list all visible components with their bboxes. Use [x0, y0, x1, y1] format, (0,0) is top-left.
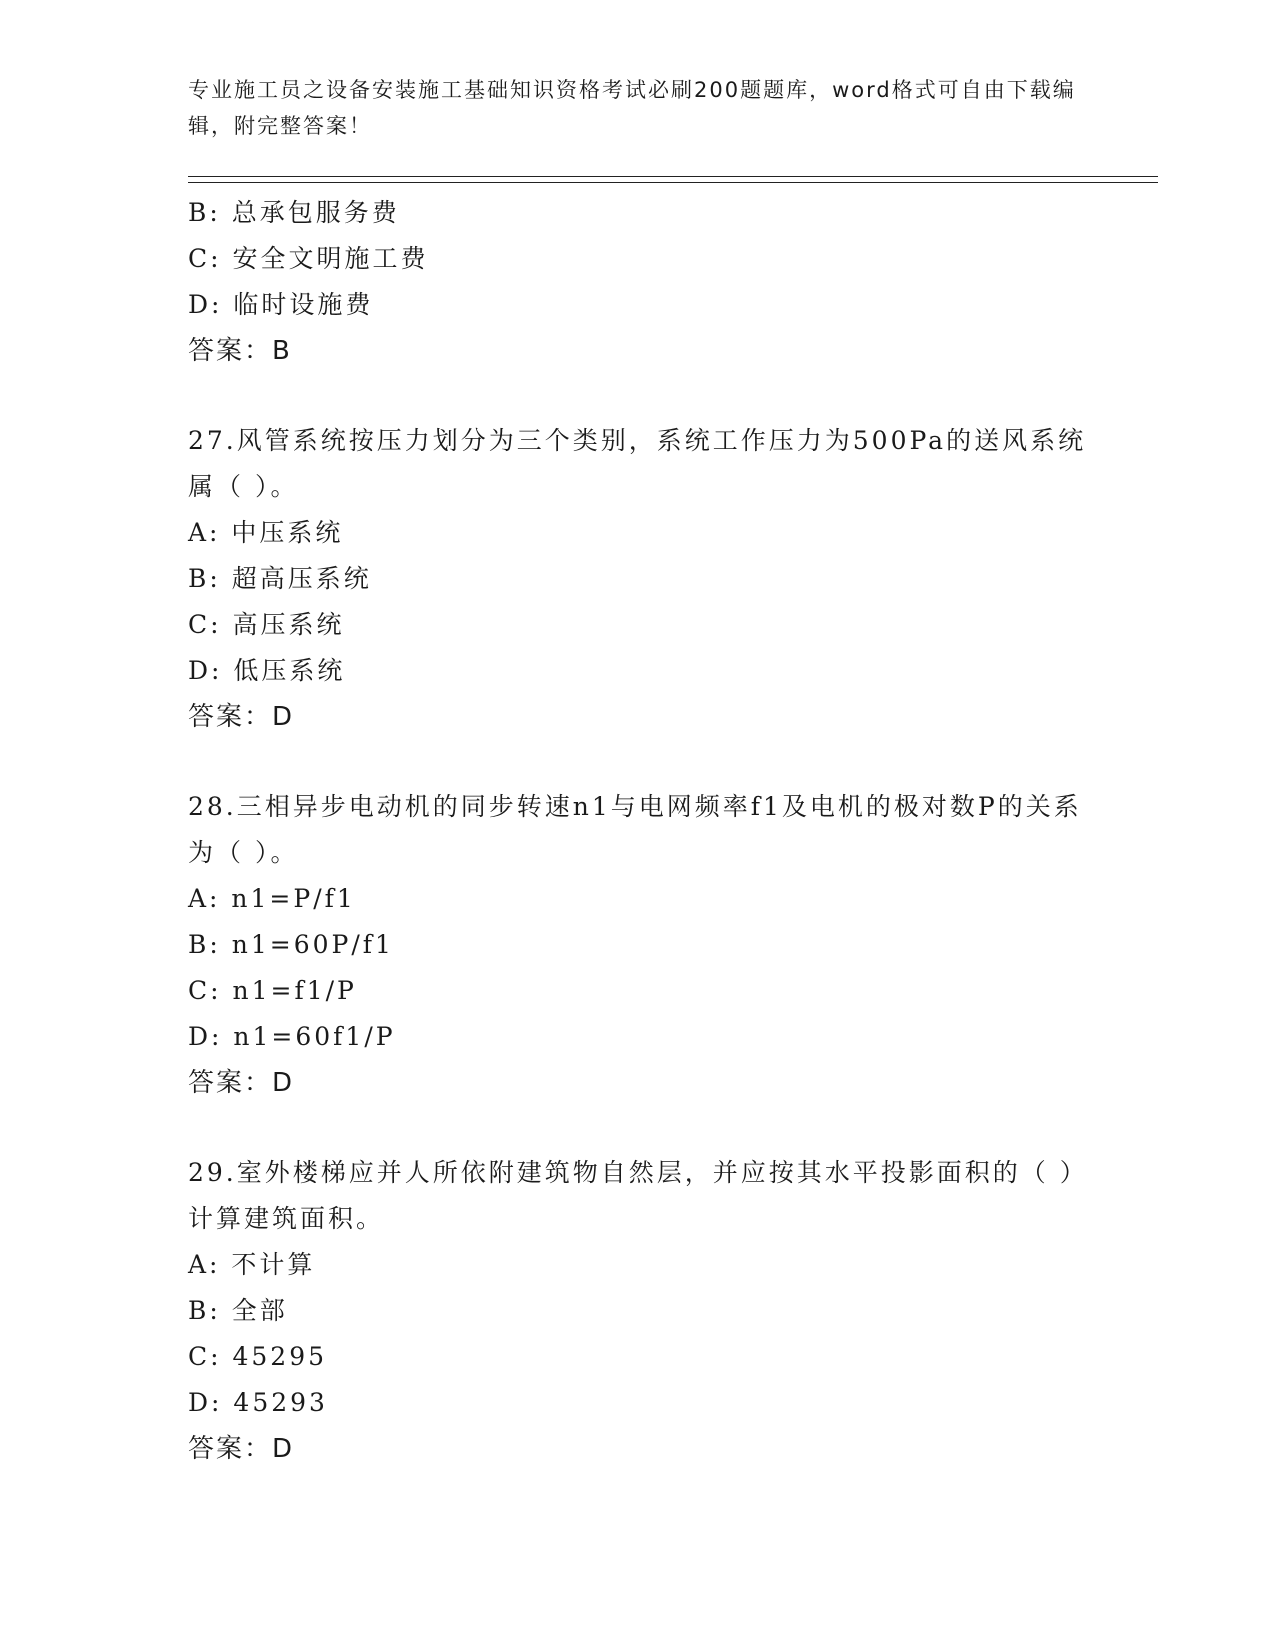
option-a: A: 不计算: [188, 1250, 316, 1279]
option-c: C: 安全文明施工费: [188, 244, 429, 273]
question-text: 29.室外楼梯应并人所依附建筑物自然层，并应按其水平投影面积的（ ）计算建筑面积。: [188, 1158, 1088, 1233]
option-d: D: 临时设施费: [188, 290, 374, 319]
option-b: B: 总承包服务费: [188, 198, 400, 227]
question-text: 28.三相异步电动机的同步转速n1与电网频率f1及电机的极对数P的关系为（ ）。: [188, 792, 1082, 867]
question-text: 27.风管系统按压力划分为三个类别，系统工作压力为500Pa的送风系统属（ ）。: [188, 426, 1087, 501]
option-a: A: n1=P/f1: [188, 884, 356, 913]
header-rule-top: [188, 176, 1158, 177]
option-d: D: n1=60f1/P: [188, 1022, 396, 1051]
option-b: B: 全部: [188, 1296, 288, 1325]
option-c: C: 45295: [188, 1342, 328, 1371]
document-header-title: 专业施工员之设备安装施工基础知识资格考试必刷200题题库，word格式可自由下载编辑，附完整答案！: [188, 78, 1076, 138]
question-content: [188, 190, 1088, 1472]
question-29-block: [188, 1150, 1088, 1472]
prev-question-block: [188, 190, 1088, 374]
header-rule-bottom: [188, 182, 1158, 183]
option-d: D: 45293: [188, 1388, 328, 1417]
question-27-block: [188, 418, 1088, 740]
question-28-block: [188, 784, 1088, 1106]
option-b: B: n1=60P/f1: [188, 930, 394, 959]
option-a: A: 中压系统: [188, 518, 344, 547]
answer-line: 答案：D: [188, 1068, 295, 1098]
option-d: D: 低压系统: [188, 656, 346, 685]
option-b: B: 超高压系统: [188, 564, 372, 593]
answer-line: 答案：D: [188, 1434, 295, 1464]
answer-line: 答案：D: [188, 702, 295, 732]
option-c: C: 高压系统: [188, 610, 345, 639]
answer-line: 答案：B: [188, 336, 292, 366]
option-c: C: n1=f1/P: [188, 976, 357, 1005]
